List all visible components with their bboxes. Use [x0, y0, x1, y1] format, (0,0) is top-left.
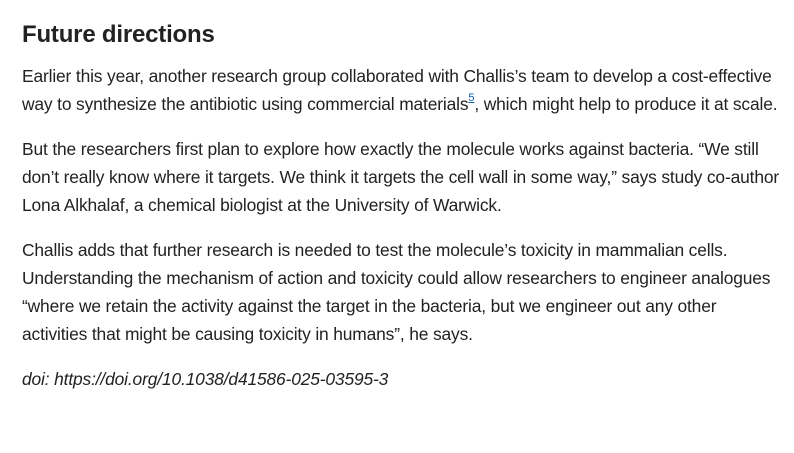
paragraph-synthesis-tail: , which might help to produce it at scale.: [474, 94, 778, 114]
paragraph-synthesis: [22, 62, 782, 118]
reference-link-5[interactable]: 5: [468, 92, 475, 105]
reference-superscript: [468, 92, 474, 104]
article-section: [22, 18, 782, 410]
section-heading: Future directions: [22, 21, 215, 48]
doi-line: doi: https://doi.org/10.1038/d41586-025-03595-3: [22, 369, 389, 389]
paragraph-mechanism: But the researchers first plan to explore how exactly the molecule works against bacteria. “We still don’t really know where it targets. We think it targets the cell wall in some way,” says study co-author Lona Alkhalaf, a chemical biologist at the University of Warwick.: [22, 139, 780, 215]
paragraph-toxicity: Challis adds that further research is needed to test the molecule’s toxicity in mammalian cells. Understanding the mechanism of action and toxicity could allow researchers to engineer analogues “where we retain the activity against the target in the bacteria, but we engineer out any other activities that might be causing toxicity in humans”, he says.: [22, 240, 771, 344]
paragraph-synthesis-text: Earlier this year, another research group collaborated with Challis’s team to develop a cost-effective way to synthesize the antibiotic using commercial materials: [22, 66, 772, 114]
